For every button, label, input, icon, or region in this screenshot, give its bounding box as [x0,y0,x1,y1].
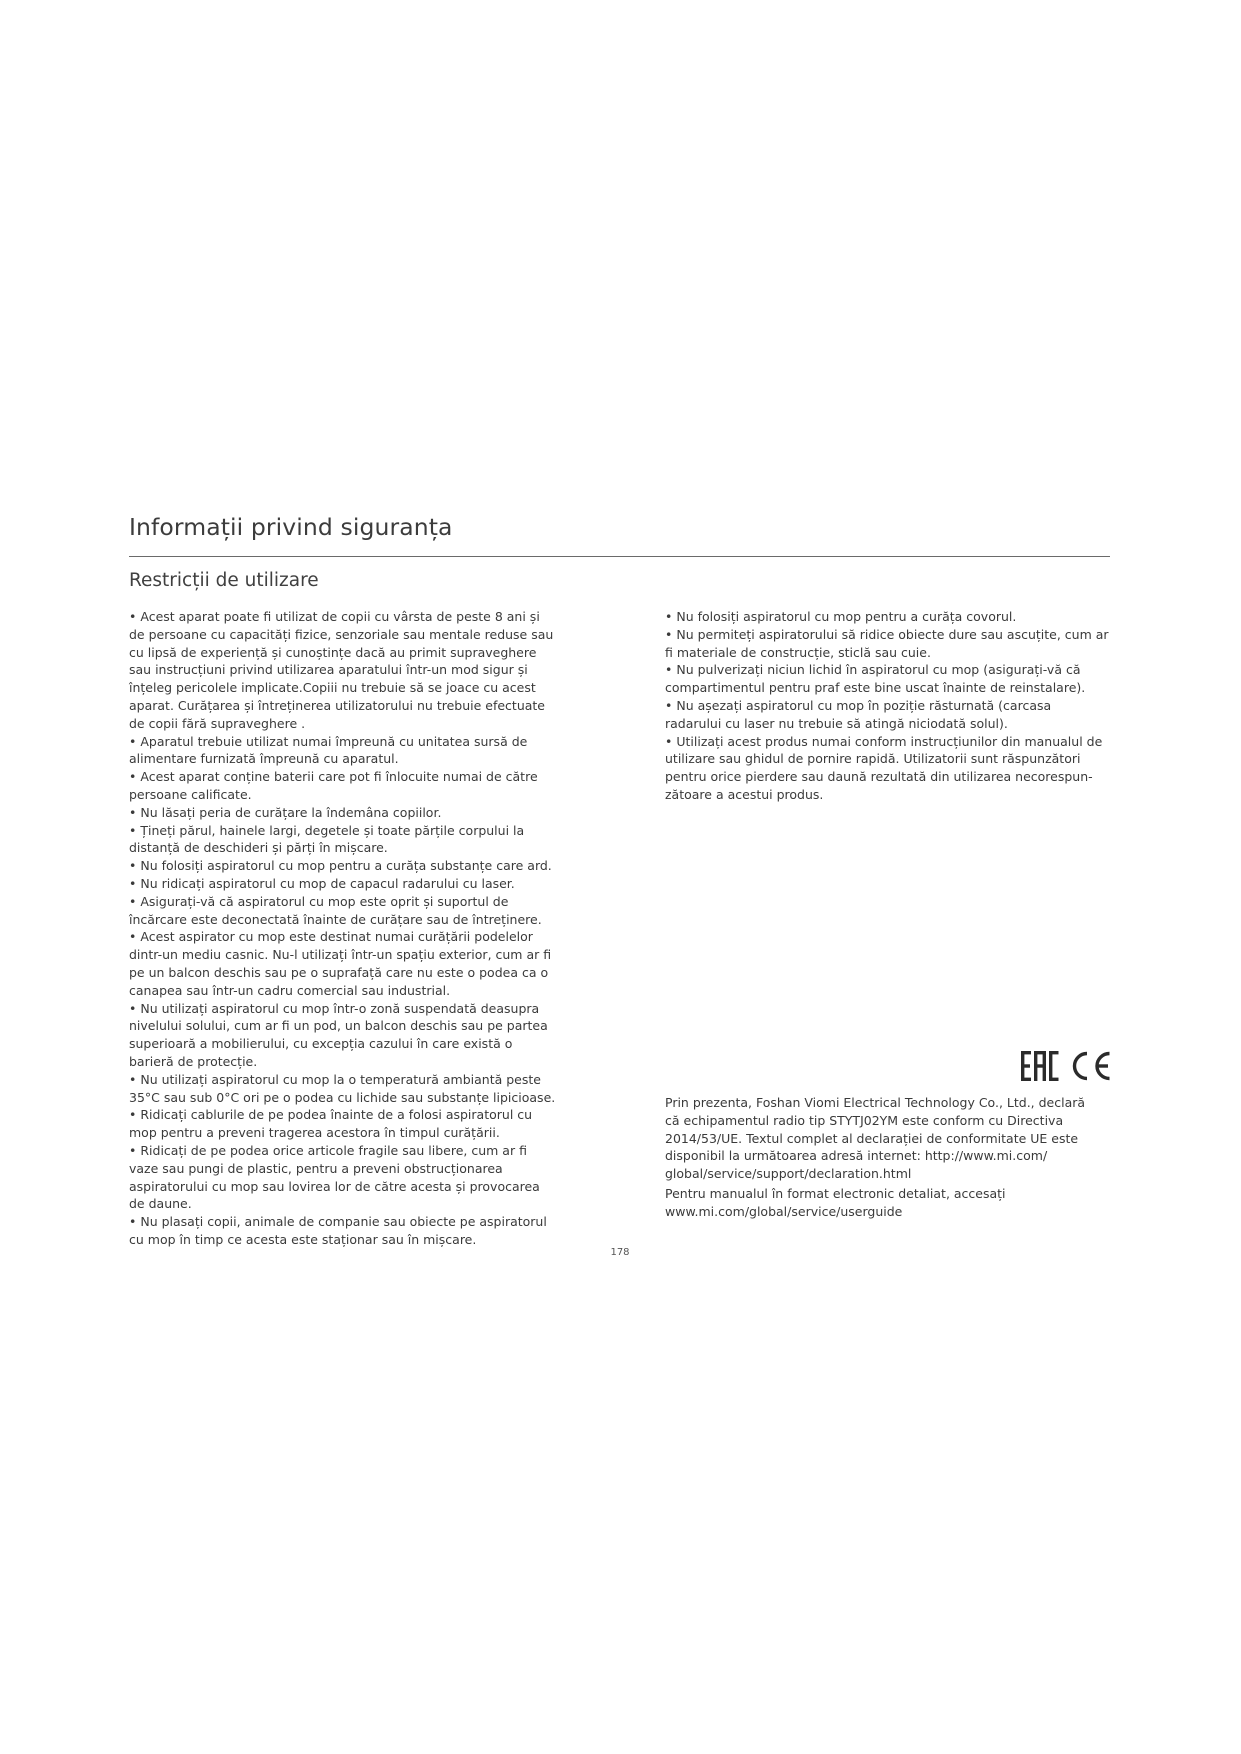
list-item: • Acest aparat poate fi utilizat de copii cu vârsta de peste 8 ani și de persoane cu capacități fizice, senzoriale sau mentale reduse sau cu lipsă de experiență și cunoștințe dacă au primit supraveghere sau instrucțiuni privind utilizarea aparatului într-un mod sigur și înțeleg pericolele implicate.Copiii nu trebuie să se joace cu acest aparat. Curățarea și întreținerea utilizatorului nu trebuie efectuate de copii fără supraveghere . [129,608,559,733]
ce-mark-icon [1074,1054,1109,1079]
list-item: • Nu utilizați aspiratorul cu mop la o temperatură ambiantă peste 35°C sau sub 0°C ori pe o podea cu lichide sau substanțe lipicioase. [129,1071,559,1107]
page-number: 178 [610,1247,630,1258]
list-item: • Ridicați cablurile de pe podea înainte de a folosi aspiratorul cu mop pentru a preveni tragerea acestora în timpul curățării. [129,1106,559,1142]
list-item: • Nu folosiți aspiratorul cu mop pentru a curăța substanțe care ard. [129,857,559,875]
list-item: • Nu folosiți aspiratorul cu mop pentru a curăța covorul. [665,608,1110,626]
page-title: Informații privind siguranța [129,513,453,541]
right-column [665,608,1110,804]
list-item: • Nu utilizați aspiratorul cu mop într-o zonă suspendată deasupra nivelului solului, cum ar fi un pod, un balcon deschis sau pe partea superioară a mobilierului, cu excepția cazului în care există o barieră de protecție. [129,1000,559,1071]
list-item: • Aparatul trebuie utilizat numai împreună cu unitatea sursă de alimentare furnizată împreună cu aparatul. [129,733,559,769]
list-item: • Nu lăsați peria de curățare la îndemâna copiilor. [129,804,559,822]
list-item: • Țineți părul, hainele largi, degetele și toate părțile corpului la distanță de deschideri și părți în mișcare. [129,822,559,858]
list-item: • Utilizați acest produs numai conform instrucțiunilor din manualul de utilizare sau ghidul de pornire rapidă. Utilizatorii sunt răspunzători pentru orice pierdere sau daună rezultată din utilizarea necorespun-zătoare a acestui produs. [665,733,1110,804]
list-item: • Nu așezați aspiratorul cu mop în poziție răsturnată (carcasa radarului cu laser nu trebuie să atingă niciodată solul). [665,697,1110,733]
section-title: Restricții de utilizare [129,570,319,591]
title-divider [129,556,1110,557]
certification-marks [1020,1049,1112,1083]
conformity-declaration [665,1094,1105,1221]
list-item: • Nu pulverizați niciun lichid în aspiratorul cu mop (asigurați-vă că compartimentul pentru praf este bine uscat înainte de reinstalare). [665,661,1110,697]
eac-mark-icon [1021,1051,1059,1081]
list-item: • Acest aparat conține baterii care pot fi înlocuite numai de către persoane calificate. [129,768,559,804]
left-column [129,608,559,1249]
list-item: • Acest aspirator cu mop este destinat numai curățării podelelor dintr-un mediu casnic. Nu-l utilizați într-un spațiu exterior, cum ar fi pe un balcon deschis sau pe o suprafață care nu este o podea ca o canapea sau într-un cadru comercial sau industrial. [129,928,559,999]
declaration-text: Prin prezenta, Foshan Viomi Electrical Technology Co., Ltd., declară că echipamentul radio tip STYTJ02YM este conform cu Directiva 2014/53/UE. Textul complet al declarației de conformitate UE este disponibil la următoarea adresă internet: http://www.mi.com/ global/service/support/declaration.html [665,1095,1086,1182]
list-item: • Nu permiteți aspiratorului să ridice obiecte dure sau ascuțite, cum ar fi materiale de construcție, sticlă sau cuie. [665,626,1110,662]
list-item: • Asigurați-vă că aspiratorul cu mop este oprit și suportul de încărcare este deconectată înainte de curățare sau de întreținere. [129,893,559,929]
electronic-manual-note: Pentru manualul în format electronic detaliat, accesați www.mi.com/global/service/userguide [665,1185,1006,1219]
list-item: • Nu plasați copii, animale de companie sau obiecte pe aspiratorul cu mop în timp ce acesta este staționar sau în mișcare. [129,1213,559,1249]
list-item: • Ridicați de pe podea orice articole fragile sau libere, cum ar fi vaze sau pungi de plastic, pentru a preveni obstrucționarea aspiratorului cu mop sau lovirea lor de către acesta și provocarea de daune. [129,1142,559,1213]
list-item: • Nu ridicați aspiratorul cu mop de capacul radarului cu laser. [129,875,559,893]
